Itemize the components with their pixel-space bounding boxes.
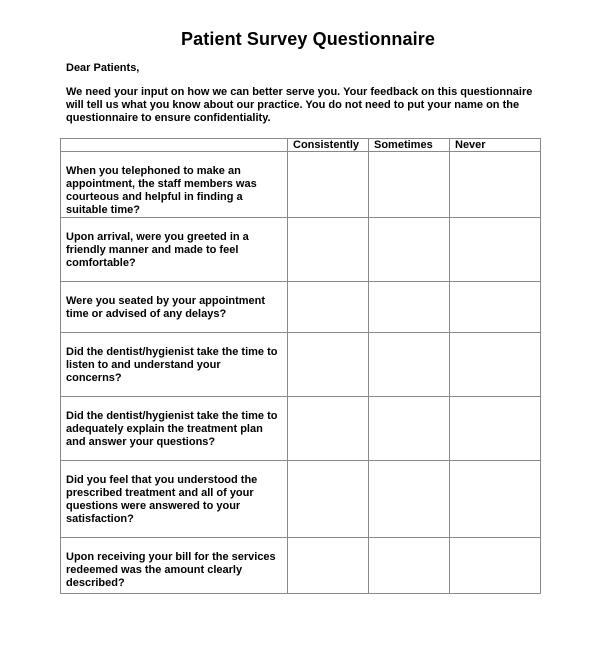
question-line: and answer your questions? [66,436,216,448]
column-header-consistently: Consistently [288,139,369,152]
intro-line: will tell us what you know about our practice. You do not need to put your name on the [66,99,520,111]
question-line: adequately explain the treatment plan [66,423,263,435]
question-line: prescribed treatment and all of your [66,487,254,499]
intro-line: questionnaire to ensure confidentiality. [66,112,271,124]
answer-cell-sometimes[interactable] [369,152,450,218]
answer-cell-consistently[interactable] [288,397,369,461]
column-header-sometimes: Sometimes [369,139,450,152]
question-cell [61,282,288,333]
answer-cell-sometimes[interactable] [369,538,450,594]
answer-cell-never[interactable] [450,538,541,594]
intro-paragraph [66,86,546,125]
page-title: Patient Survey Questionnaire [181,29,435,49]
intro-line: We need your input on how we can better serve you. Your feedback on this questionnaire [66,86,533,98]
question-line: satisfaction? [66,513,134,525]
table-row [61,152,541,218]
question-line: Did the dentist/hygienist take the time to [66,346,278,358]
table-header-row [61,139,541,152]
question-line: friendly manner and made to feel [66,244,239,256]
question-line: comfortable? [66,257,136,269]
question-cell [61,397,288,461]
question-line: Were you seated by your appointment [66,295,266,307]
question-line: questions were answered to your [66,500,241,512]
answer-cell-sometimes[interactable] [369,461,450,538]
question-line: suitable time? [66,204,140,216]
question-cell [61,152,288,218]
answer-cell-sometimes[interactable] [369,282,450,333]
question-line: concerns? [66,372,122,384]
question-line: courteous and helpful in finding a [66,191,243,203]
answer-cell-consistently[interactable] [288,282,369,333]
question-line: When you telephoned to make an [66,165,241,177]
table-row [61,282,541,333]
answer-cell-never[interactable] [450,461,541,538]
table-row [61,218,541,282]
question-line: time or advised of any delays? [66,308,227,320]
answer-cell-consistently[interactable] [288,538,369,594]
question-line: Did you feel that you understood the [66,474,258,486]
question-cell [61,218,288,282]
table-row [61,397,541,461]
answer-cell-consistently[interactable] [288,152,369,218]
answer-cell-sometimes[interactable] [369,333,450,397]
answer-cell-never[interactable] [450,397,541,461]
answer-cell-sometimes[interactable] [369,397,450,461]
question-cell [61,461,288,538]
answer-cell-never[interactable] [450,152,541,218]
question-line: listen to and understand your [66,359,221,371]
answer-cell-consistently[interactable] [288,218,369,282]
question-line: redeemed was the amount clearly [66,564,243,576]
table-row [61,538,541,594]
answer-cell-consistently[interactable] [288,461,369,538]
question-line: Upon arrival, were you greeted in a [66,231,249,243]
salutation: Dear Patients, [66,62,140,74]
answer-cell-never[interactable] [450,282,541,333]
question-line: appointment, the staff members was [66,178,257,190]
question-line: Upon receiving your bill for the services [66,551,276,563]
survey-table [60,138,541,594]
answer-cell-never[interactable] [450,333,541,397]
question-cell [61,333,288,397]
answer-cell-sometimes[interactable] [369,218,450,282]
table-row [61,461,541,538]
table-row [61,333,541,397]
answer-cell-consistently[interactable] [288,333,369,397]
question-cell [61,538,288,594]
column-header-never: Never [450,139,541,152]
column-header-question [61,139,288,152]
question-line: described? [66,577,125,589]
question-line: Did the dentist/hygienist take the time to [66,410,278,422]
answer-cell-never[interactable] [450,218,541,282]
